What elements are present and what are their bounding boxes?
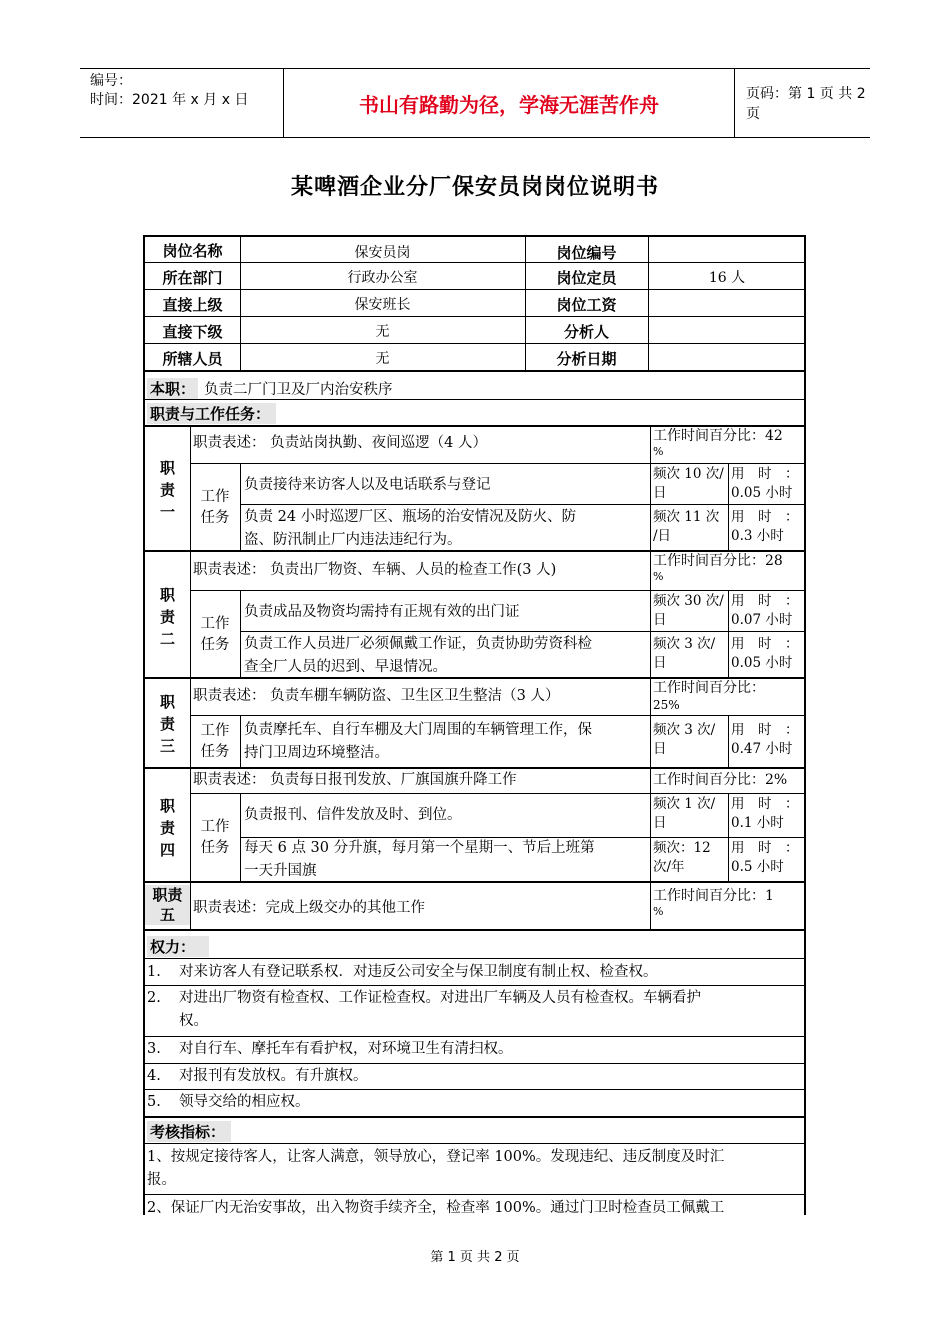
- duty5-desc: 职责表述：完成上级交办的其他工作: [193, 900, 425, 916]
- duty2-task2-freq: 频次 3 次/ 日: [653, 636, 716, 671]
- power-item: 2. 对进出厂物资有检查权、工作证检查权。对进出厂车辆及人员有检查权。车辆看护 权。: [147, 990, 701, 1029]
- header-meta: [80, 69, 284, 137]
- duty3-task1-time: 用 时 ： 0.47 小时: [731, 722, 799, 757]
- power-item: 1. 对来访客人有登记联系权．对违反公司安全与保卫制度有制止权、检查权。: [147, 964, 658, 980]
- duty4-task1: 负责报刊、信件发放及时、到位。: [244, 807, 462, 823]
- analysis-date-label: 分析日期: [556, 350, 617, 368]
- duty4-label: 职 责 四: [159, 797, 175, 859]
- duties-header-row: [147, 403, 276, 423]
- duty1-task1-time: 用 时 ： 0.05 小时: [731, 466, 799, 501]
- power-item: 5. 领导交给的相应权。: [147, 1094, 310, 1110]
- duty1-task2-time: 用 时 ： 0.3 小时: [731, 509, 799, 544]
- duty3-label: 职 责 三: [159, 693, 175, 755]
- kpi-header-row: [147, 1121, 231, 1141]
- kpi-item: 1、按规定接待客人，让客人满意，领导放心，登记率 100%。发现违纪、违反制度及时汇 报。: [147, 1149, 725, 1188]
- duty4-task-label: 工作 任务: [200, 819, 230, 856]
- powers-header: 权力：: [147, 936, 209, 957]
- duty3-task-label: 工作 任务: [200, 723, 230, 760]
- subordinate-value: 无: [375, 324, 390, 340]
- kpi-header: 考核指标：: [147, 1121, 231, 1142]
- duty2-task2: 负责工作人员进厂必须佩戴工作证，负责协助劳资科检 查全厂人员的迟到、早退情况。: [244, 636, 592, 675]
- duty3-desc: 职责表述： 负责车棚车辆防盗、卫生区卫生整洁（3 人）: [193, 688, 560, 704]
- duty2-task1: 负责成品及物资均需持有正规有效的出门证: [244, 604, 520, 620]
- main-duty-label: 本职：: [147, 378, 198, 399]
- post-no-label: 岗位编号: [556, 244, 617, 262]
- duty1-task1: 负责接待来访客人以及电话联系与登记: [244, 477, 491, 493]
- dept-value: 行政办公室: [347, 270, 418, 286]
- subordinate-label: 直接下级: [162, 323, 223, 341]
- duty2-task1-time: 用 时 ： 0.07 小时: [731, 593, 799, 628]
- duty2-pct: 工作时间百分比：28 %: [653, 553, 783, 583]
- duty5-label: 职责 五: [145, 885, 190, 925]
- post-name-value: 保安员岗: [354, 245, 411, 261]
- duty3-pct: 工作时间百分比： 25%: [653, 680, 765, 712]
- wage-label: 岗位工资: [556, 296, 617, 314]
- duty1-task-label: 工作 任务: [200, 489, 230, 526]
- page-footer: 第 1 页 共 2 页: [430, 1250, 520, 1265]
- duty2-label: 职 责 二: [159, 586, 175, 648]
- quota-value: 16 人: [708, 270, 746, 286]
- powers-header-row: [147, 936, 209, 956]
- superior-label: 直接上级: [162, 296, 223, 314]
- duty3-task1: 负责摩托车、自行车棚及大门周围的车辆管理工作，保 持门卫周边环境整洁。: [244, 722, 592, 761]
- duty4-pct: 工作时间百分比：2%: [653, 772, 788, 788]
- power-item: 3. 对自行车、摩托车有看护权，对环境卫生有清扫权。: [147, 1041, 513, 1057]
- duty1-desc: 职责表述： 负责站岗执勤、夜间巡逻（4 人）: [193, 435, 487, 451]
- doc-number-label: 编号：: [90, 73, 132, 89]
- duty2-task2-time: 用 时 ： 0.05 小时: [731, 636, 799, 671]
- duty4-task1-freq: 频次 1 次/ 日: [653, 796, 716, 831]
- duty2-task1-freq: 频次 30 次/ 日: [653, 593, 724, 628]
- duty2-task-label: 工作 任务: [200, 616, 230, 653]
- duty1-task1-freq: 频次 10 次/ 日: [653, 466, 724, 501]
- duty1-task2-freq: 频次 11 次 /日: [653, 509, 720, 544]
- duty1-label: 职 责 一: [159, 459, 175, 521]
- job-description-form: [143, 235, 806, 1215]
- duty1-pct: 工作时间百分比：42 %: [653, 428, 783, 458]
- superior-value: 保安班长: [354, 297, 411, 313]
- duty4-desc: 职责表述： 负责每日报刊发放、厂旗国旗升降工作: [193, 772, 517, 788]
- managed-label: 所辖人员: [162, 350, 223, 368]
- duty4-task2-freq: 频次：12 次/年: [653, 840, 711, 875]
- analyst-label: 分析人: [563, 323, 609, 341]
- power-item: 4. 对报刊有发放权。有升旗权。: [147, 1068, 368, 1084]
- main-duty-row: [147, 378, 393, 399]
- duty2-desc: 职责表述： 负责出厂物资、车辆、人员的检查工作(3 人): [193, 562, 557, 578]
- dept-label: 所在部门: [162, 269, 223, 287]
- doc-time-label: 时间：2021 年 x 月 x 日: [90, 92, 249, 108]
- header-page-label: 页码：第 1 页 共 2 页: [746, 86, 866, 122]
- duties-header: 职责与工作任务：: [147, 403, 276, 424]
- duty3-task1-freq: 频次 3 次/ 日: [653, 722, 716, 757]
- duty5-pct: 工作时间百分比：1 %: [653, 888, 774, 918]
- header-motto: 书山有路勤为径，学海无涯苦作舟: [284, 69, 735, 137]
- kpi-item: 2、保证厂内无治安事故，出入物资手续齐全，检查率 100%。通过门卫时检查员工佩戴工: [147, 1200, 725, 1215]
- duty4-task2-time: 用 时 ： 0.5 小时: [731, 840, 799, 875]
- main-duty-text: 负责二厂门卫及厂内治安秩序: [204, 382, 393, 398]
- duty1-task2: 负责 24 小时巡逻厂区、瓶场的治安情况及防火、防 盗、防汛制止厂内违法违纪行为。: [244, 509, 577, 548]
- post-name-label: 岗位名称: [162, 242, 223, 260]
- duty4-task2: 每天 6 点 30 分升旗，每月第一个星期一、节后上班第 一天升国旗: [244, 840, 595, 879]
- duty4-task1-time: 用 时 ： 0.1 小时: [731, 796, 799, 831]
- document-title: 某啤酒企业分厂保安员岗岗位说明书: [290, 175, 659, 200]
- managed-value: 无: [375, 351, 390, 367]
- page-header: [80, 68, 870, 138]
- quota-label: 岗位定员: [556, 269, 617, 287]
